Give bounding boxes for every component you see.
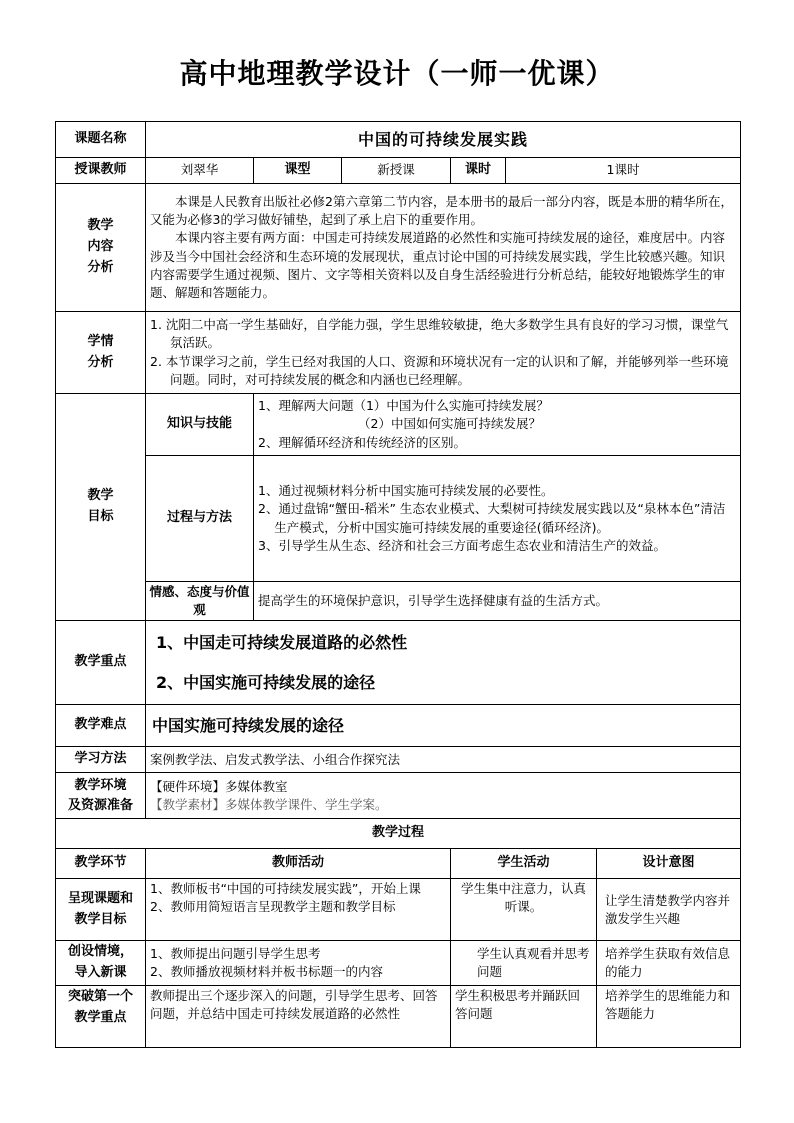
hours-value: 1课时 (506, 158, 741, 184)
table-row (56, 879, 741, 941)
table-row (56, 985, 741, 1047)
topic-label: 课题名称 (56, 122, 146, 158)
topic-value: 中国的可持续发展实践 (146, 122, 741, 158)
page-title: 高中地理教学设计（一师一优课） (179, 57, 615, 90)
difficulty-label: 教学难点 (56, 705, 146, 747)
table-row (56, 941, 741, 986)
emotion-text: 提高学生的环境保护意识，引导学生选择健康有益的生活方式。 (254, 582, 741, 621)
stage-cell: 突破第一个 教学重点 (56, 985, 146, 1047)
col-teacher: 教师活动 (146, 849, 451, 879)
intent-cell: 培养学生获取有效信息的能力 (597, 941, 741, 986)
teacher-value: 刘翠华 (146, 158, 254, 184)
teacher-activity-cell: 1、教师板书“中国的可持续发展实践”，开始上课 2、教师用简短语言呈现教学主题和教学目标 (146, 879, 451, 941)
student-activity-cell: 学生认真观看并思考问题 (451, 941, 597, 986)
teacher-row (56, 158, 741, 184)
methods-text: 案例教学法、启发式教学法、小组合作探究法 (146, 747, 741, 773)
topic-row (56, 122, 741, 158)
learner-analysis-row (56, 312, 741, 394)
intent-cell: 让学生清楚教学内容并激发学生兴趣 (597, 879, 741, 941)
process-label: 过程与方法 (146, 456, 254, 582)
process-text: 1、通过视频材料分析中国实施可持续发展的必要性。 2、通过盘锦“蟹田-稻米” 生态农业模式、大梨树可持续发展实践以及“泉林本色”清洁生产模式，分析中国实施可持续发展的重要途径(循环经济)。 3、引导学生从生态、经济和社会三方面考虑生态农业和清洁生产的效益。 (254, 456, 741, 582)
objective-emotion-row (56, 582, 741, 621)
difficulty-row (56, 705, 741, 747)
key-points-label: 教学重点 (56, 621, 146, 705)
process-header-row (56, 849, 741, 879)
teacher-activity-cell: 1、教师提出问题引导学生思考 2、教师播放视频材料并板书标题一的内容 (146, 941, 451, 986)
key-points-row (56, 621, 741, 705)
difficulty-text: 中国实施可持续发展的途径 (146, 705, 741, 747)
key-points-text: 1、中国走可持续发展道路的必然性 2、中国实施可持续发展的途径 (146, 621, 741, 705)
methods-row (56, 747, 741, 773)
type-label: 课型 (254, 158, 342, 184)
learner-analysis-label: 学情 分析 (56, 312, 146, 394)
objectives-label: 教学 目标 (56, 394, 146, 621)
teacher-activity-cell: 教师提出三个逐步深入的问题，引导学生思考、回答问题，并总结中国走可持续发展道路的必然性 (146, 985, 451, 1047)
stage-cell: 创设情境， 导入新课 (56, 941, 146, 986)
content-analysis-text: 本课是人民教育出版社必修2第六章第二节内容，是本册书的最后一部分内容，既是本册的精华所在，又能为必修3的学习做好铺垫，起到了承上启下的重要作用。 本课内容主要有两方面：中国走可持续发展道路的必然性和实施可持续发展的途径，难度居中。内容涉及当今中国社会经济和生态环境的发展现状，重点讨论中国的可持续发展实践，学生比较感兴趣。知识内容需要学生通过视频、图片、文字等相关资料以及自身生活经验进行分析总结，能较好地锻炼学生的审题、解题和答题能力。 (146, 184, 741, 312)
content-analysis-row (56, 184, 741, 312)
intent-cell: 培养学生的思维能力和答题能力 (597, 985, 741, 1047)
col-intent: 设计意图 (597, 849, 741, 879)
content-analysis-label: 教学 内容 分析 (56, 184, 146, 312)
col-student: 学生活动 (451, 849, 597, 879)
objective-knowledge-row (56, 394, 741, 456)
emotion-label: 情感、态度与价值观 (146, 582, 254, 621)
lesson-plan-table (55, 121, 741, 1048)
teacher-label: 授课教师 (56, 158, 146, 184)
knowledge-label: 知识与技能 (146, 394, 254, 456)
objective-process-row (56, 456, 741, 582)
col-stage: 教学环节 (56, 849, 146, 879)
learner-analysis-text: 1. 沈阳二中高一学生基础好，自学能力强，学生思维较敏捷，绝大多数学生具有良好的学习习惯，课堂气氛活跃。 2. 本节课学习之前，学生已经对我国的人口、资源和环境状况有一定的认识和了解，并能够列举一些环境问题。同时，对可持续发展的概念和内涵也已经理解。 (146, 312, 741, 394)
environment-text: 【硬件环境】多媒体教室 【教学素材】多媒体教学课件、学生学案。 (146, 773, 741, 819)
student-activity-cell: 学生积极思考并踊跃回答问题 (451, 985, 597, 1047)
stage-cell: 呈现课题和 教学目标 (56, 879, 146, 941)
process-heading-row (56, 819, 741, 849)
environment-label: 教学环境 及资源准备 (56, 773, 146, 819)
hours-label: 课时 (451, 158, 506, 184)
knowledge-text: 1、理解两大问题（1）中国为什么实施可持续发展？ （2）中国如何实施可持续发展？ 2、理解循环经济和传统经济的区别。 (254, 394, 741, 456)
type-value: 新授课 (342, 158, 451, 184)
environment-row (56, 773, 741, 819)
process-heading: 教学过程 (56, 819, 741, 849)
methods-label: 学习方法 (56, 747, 146, 773)
student-activity-cell: 学生集中注意力，认真听课。 (451, 879, 597, 941)
